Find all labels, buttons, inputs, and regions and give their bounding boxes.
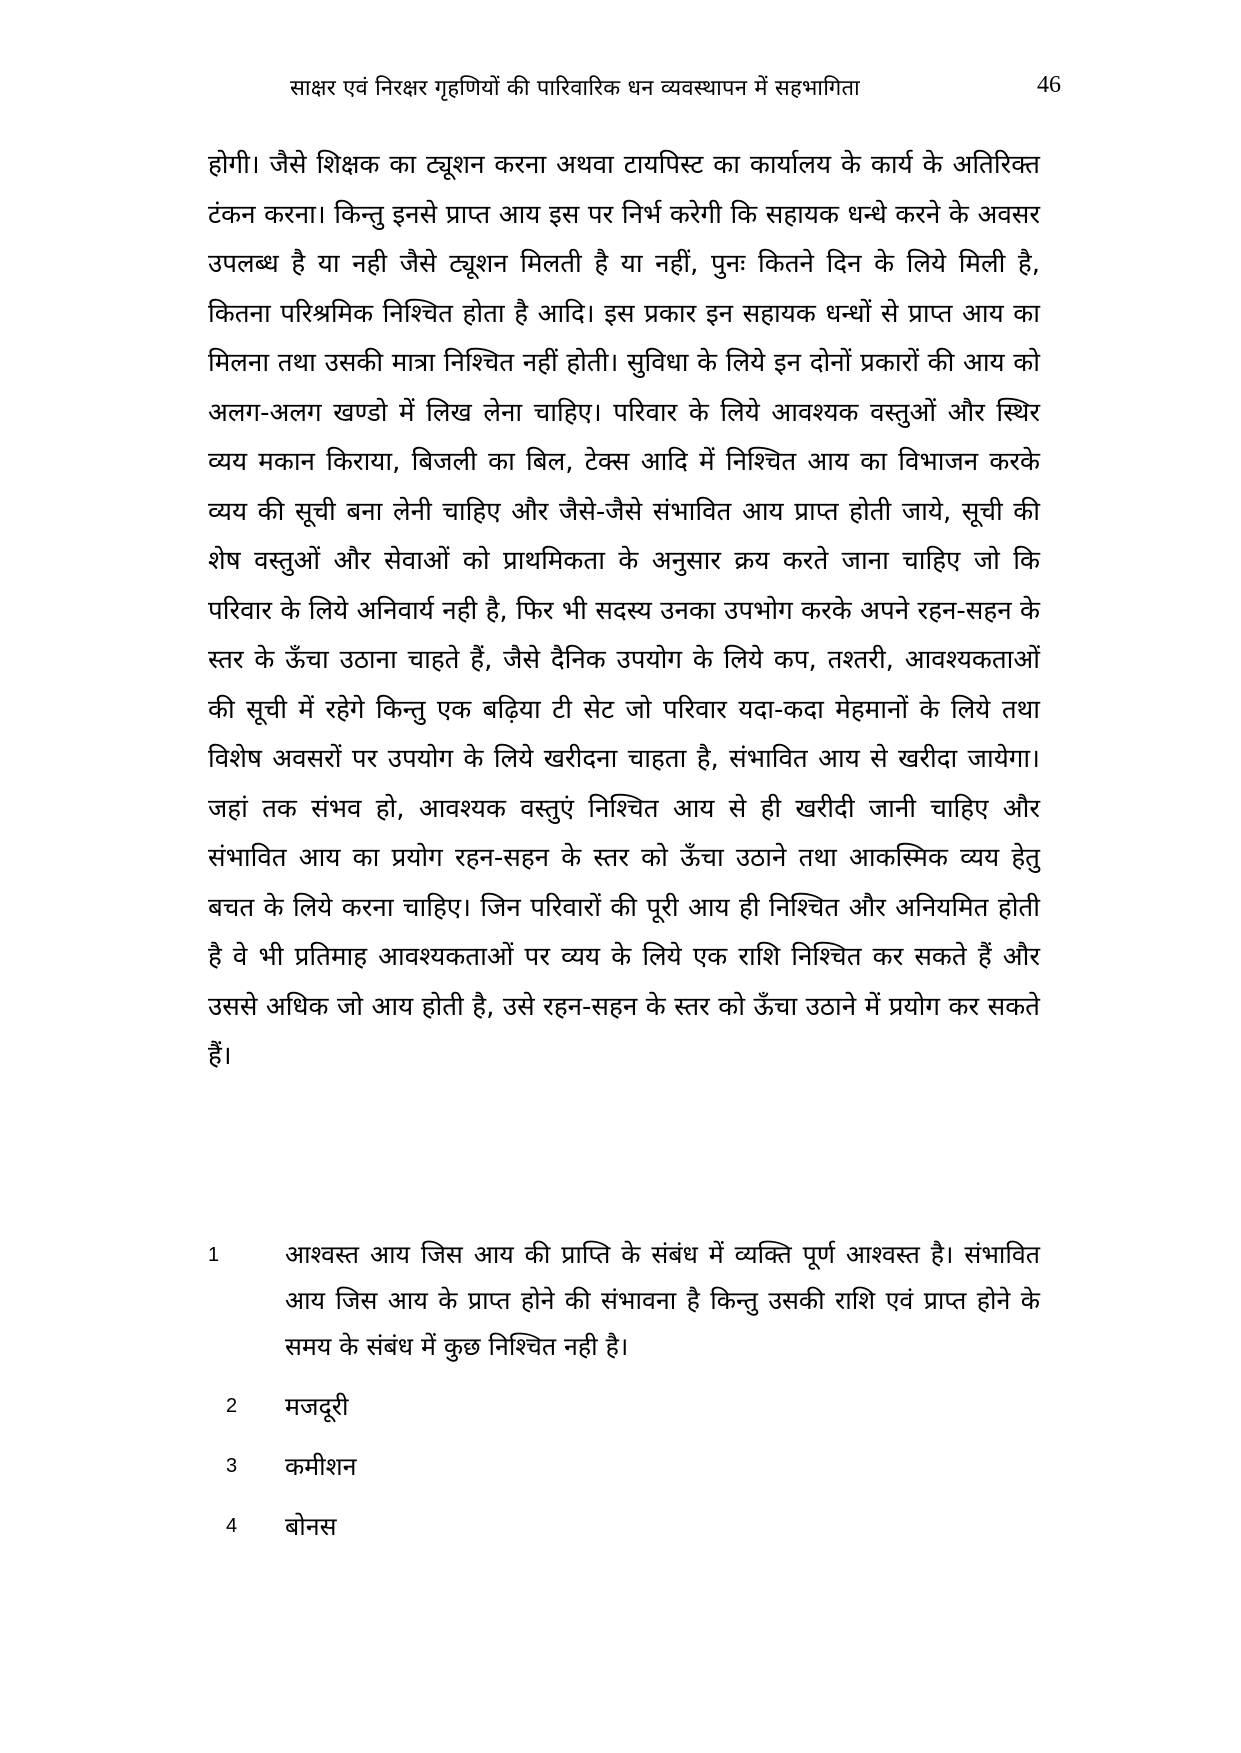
footnote-list bbox=[208, 1232, 1040, 1554]
footnote-item bbox=[208, 1384, 1040, 1444]
body-paragraph: होगी। जैसे शिक्षक का ट्यूशन करना अथवा टायपिस्ट का कार्यालय के कार्य के अतिरिक्त टंकन करना। किन्तु इनसे प्राप्त आय इस पर निर्भ करेगी कि सहायक धन्धे करने के अवसर उपलब्ध है या नही जैसे ट्यूशन मिलती है या नहीं, पुनः कितने दिन के लिये मिली है, कितना परिश्रमिक निश्चित होता है आदि। इस प्रकार इन सहायक धन्धों से प्राप्त आय का मिलना तथा उसकी मात्रा निश्चित नहीं होती। सुविधा के लिये इन दोनों प्रकारों की आय को अलग-अलग खण्डो में लिख लेना चाहिए। परिवार के लिये आवश्यक वस्तुओं और स्थिर व्यय मकान किराया, बिजली का बिल, टेक्स आदि में निश्चित आय का विभाजन करके व्यय की सूची बना लेनी चाहिए और जैसे-जैसे संभावित आय प्राप्त होती जाये, सूची की शेष वस्तुओं और सेवाओं को प्राथमिकता के अनुसार क्रय करते जाना चाहिए जो कि परिवार के लिये अनिवार्य नही है, फिर भी सदस्य उनका उपभोग करके अपने रहन-सहन के स्तर के ऊँचा उठाना चाहते हैं, जैसे दैनिक उपयोग के लिये कप, तश्तरी, आवश्यकताओं की सूची में रहेगे किन्तु एक बढ़िया टी सेट जो परिवार यदा-कदा मेहमानों के लिये तथा विशेष अवसरों पर उपयोग के लिये खरीदना चाहता है, संभावित आय से खरीदा जायेगा। जहां तक संभव हो, आवश्यक वस्तुएं निश्चित आय से ही खरीदी जानी चाहिए और संभावित आय का प्रयोग रहन-सहन के स्तर को ऊँचा उठाने तथा आकस्मिक व्यय हेतु बचत के लिये करना चाहिए। जिन परिवारों की पूरी आय ही निश्चित और अनियमित होती है वे भी प्रतिमाह आवश्यकताओं पर व्यय के लिये एक राशि निश्चित कर सकते हैं और उससे अधिक जो आय होती है, उसे रहन-सहन के स्तर को ऊँचा उठाने में प्रयोग कर सकते हैं। bbox=[208, 150, 1040, 1071]
page-header bbox=[180, 70, 1061, 110]
footnote-item bbox=[208, 1504, 1040, 1554]
footnote-text: मजदूरी bbox=[285, 1392, 349, 1421]
footnote-text: कमीशन bbox=[285, 1452, 357, 1481]
footnote-number: 1 bbox=[208, 1244, 220, 1266]
footnote-number: 3 bbox=[226, 1455, 238, 1477]
running-header-title: साक्षर एवं निरक्षर गृहणियों की पारिवारिक धन व्यवस्थापन में सहभागिता bbox=[290, 76, 860, 101]
footnote-item bbox=[208, 1232, 1040, 1384]
page-number: 46 bbox=[1037, 72, 1061, 98]
footnote-text: आश्वस्त आय जिस आय की प्राप्ति के संबंध में व्यक्ति पूर्ण आश्वस्त है। संभावित आय जिस आय के प्राप्त होने की संभावना है किन्तु उसकी राशि एवं प्राप्त होने के समय के संबंध में कुछ निश्चित नही है। bbox=[285, 1240, 1040, 1361]
footnote-number: 4 bbox=[226, 1515, 238, 1537]
footnote-number: 2 bbox=[226, 1395, 238, 1417]
footnote-item bbox=[208, 1444, 1040, 1504]
footnote-text: बोनस bbox=[285, 1512, 337, 1541]
